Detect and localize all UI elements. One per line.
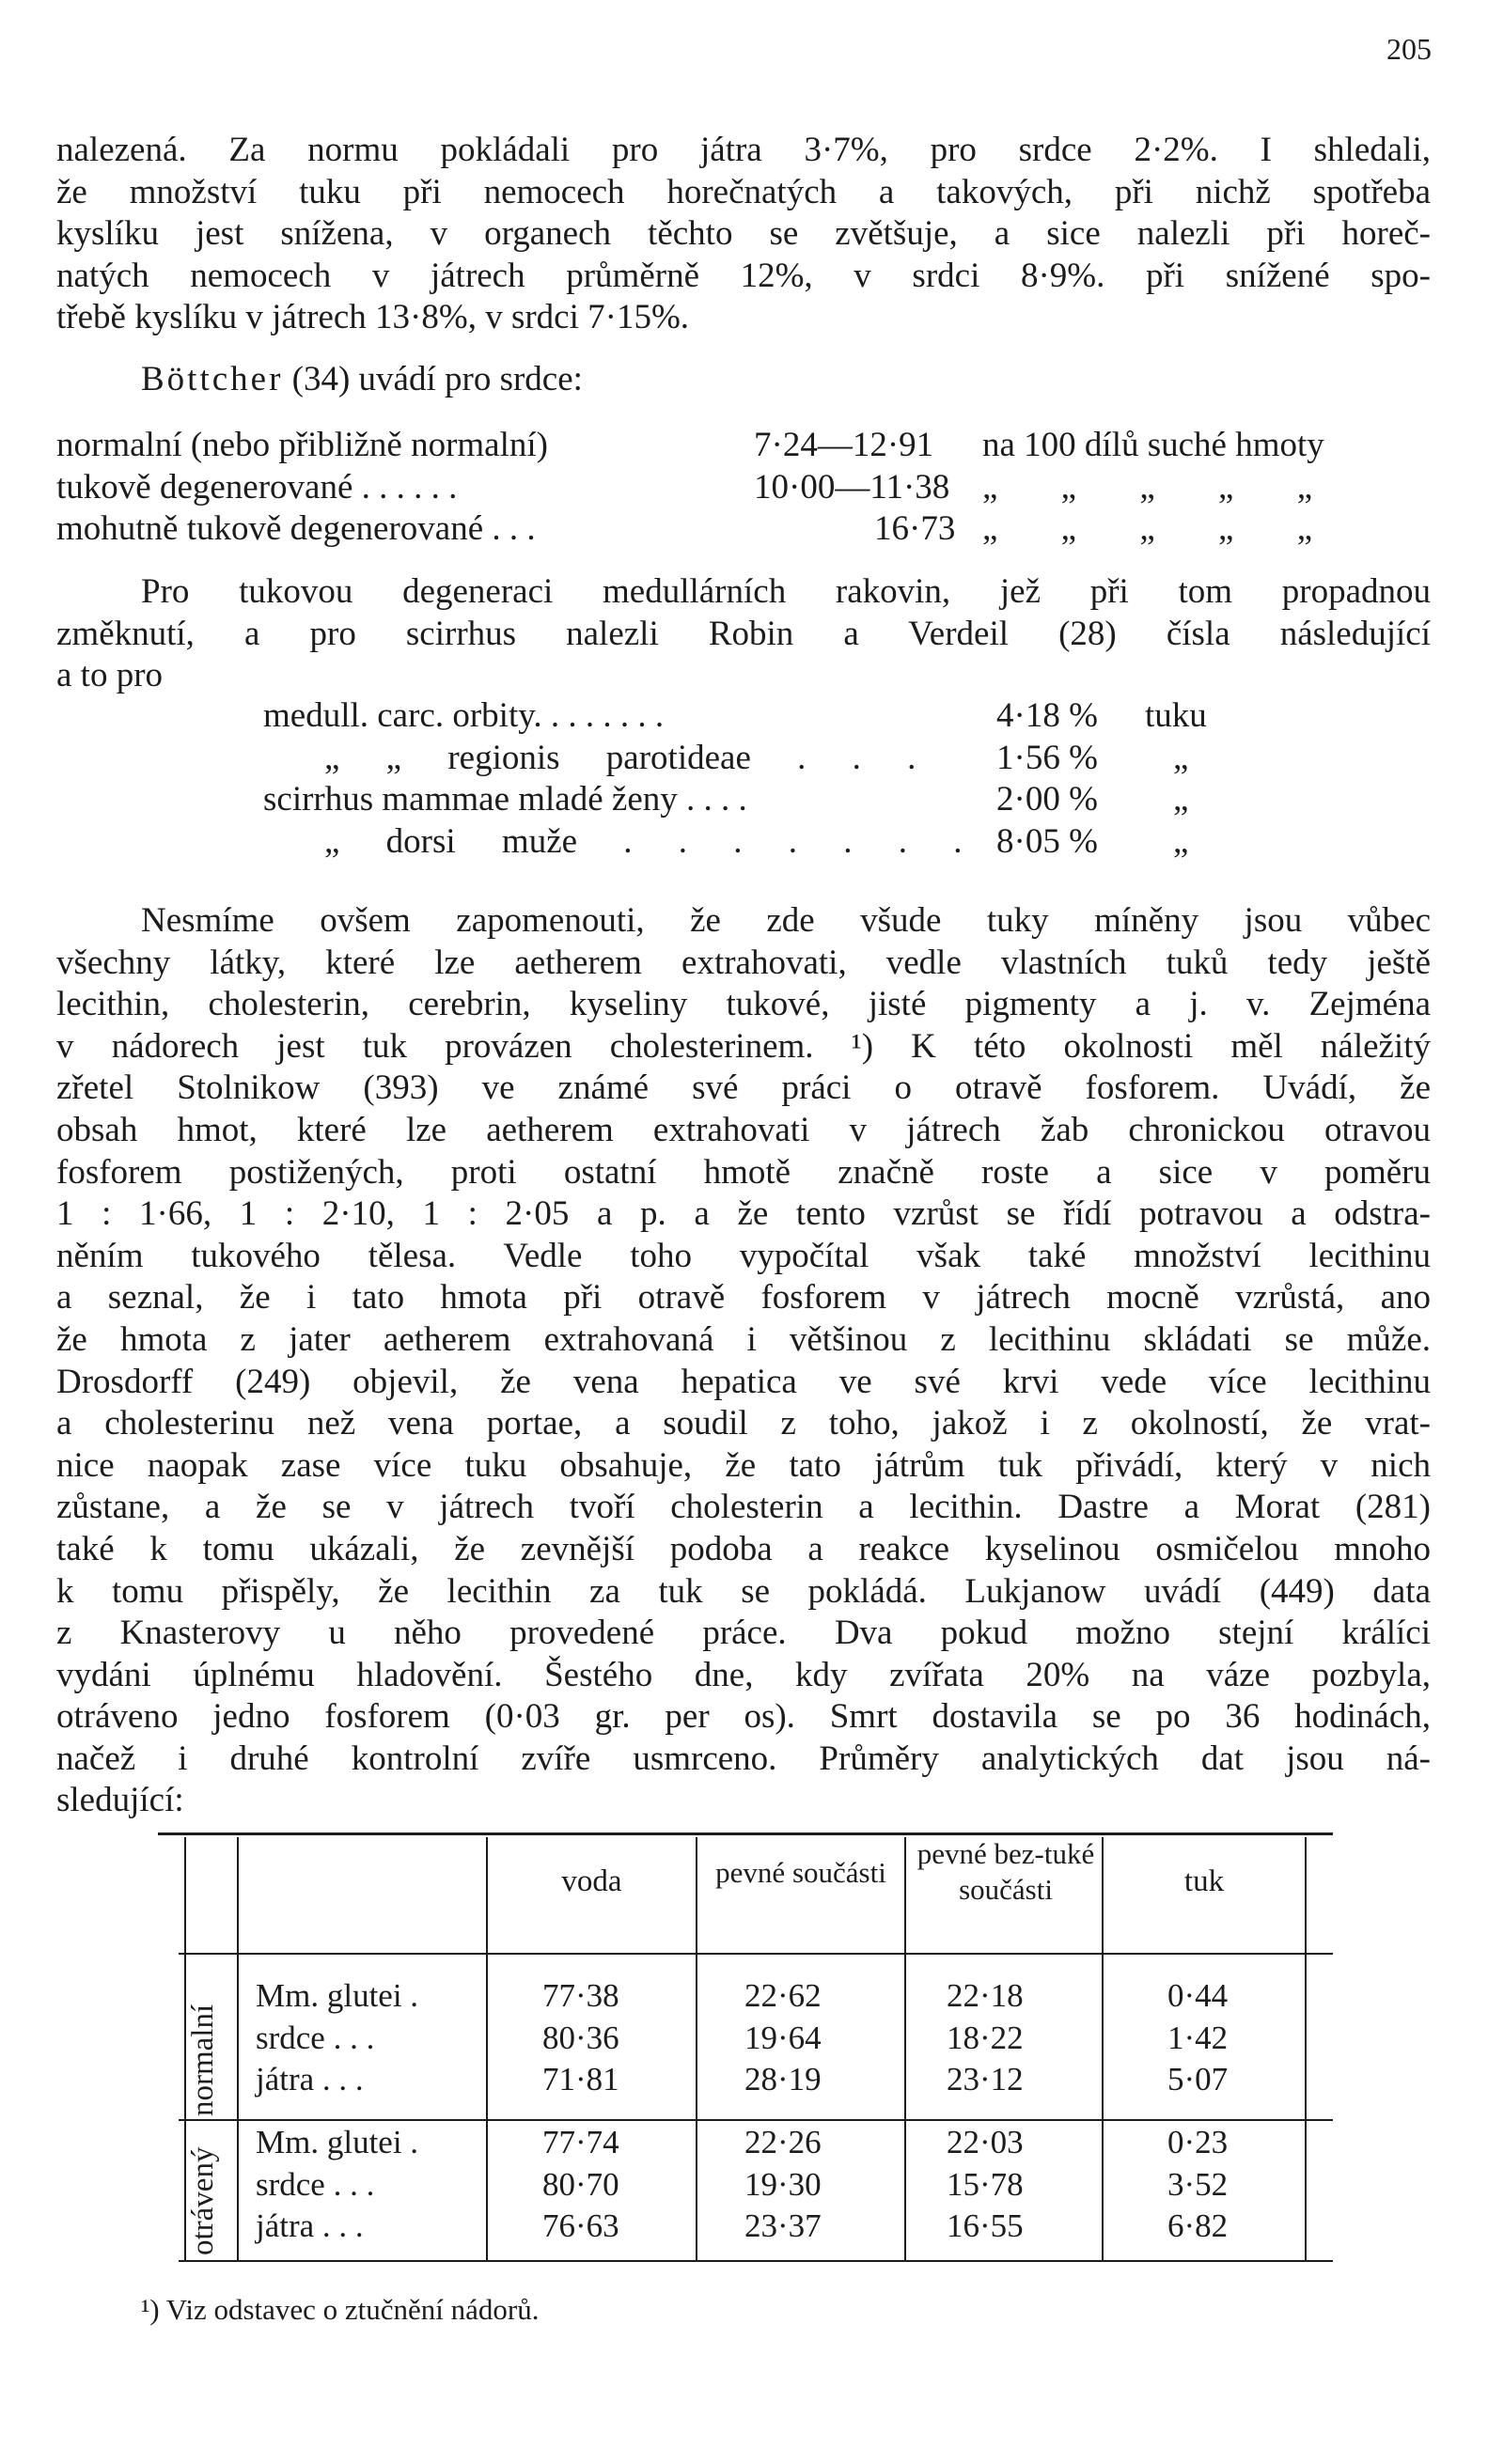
row-unit: „ „ „ „ „ <box>982 467 1313 507</box>
cell: 23·12 <box>947 2061 1024 2098</box>
text-line: z Knasterovy u něho provedené práce. Dva pokud možno stejní králíci <box>56 1614 1431 1653</box>
table-row <box>56 508 1431 551</box>
text-line: natých nemocech v játrech průměrně 12%, v srdci 8·9%. při snížené spo- <box>56 256 1431 295</box>
row-name: Mm. glutei . <box>256 1977 419 2014</box>
text-line: nalezená. Za normu pokládali pro játra 3·7%, pro srdce 2·2%. I shledali, <box>56 131 1431 169</box>
text-line: Drosdorff (249) objevil, že vena hepatica ve své krvi vede více lecithinu <box>56 1362 1431 1401</box>
row-name: játra . . . <box>256 2061 364 2098</box>
cell: 23·37 <box>744 2207 822 2245</box>
table-group-rule <box>179 2119 1333 2121</box>
text-line: obsah hmot, které lze aetherem extrahovati v játrech žab chronickou otravou <box>56 1110 1431 1149</box>
cell: 18·22 <box>947 2019 1024 2056</box>
table-row <box>263 779 1297 821</box>
row-value: 7·24—12·91 <box>754 426 934 464</box>
text-line: změknutí, a pro scirrhus nalezli Robin a Verdeil (28) čísla následující <box>56 614 1431 653</box>
table-row <box>56 425 1431 467</box>
text-line: otráveno jedno fosforem (0·03 gr. per os). Smrt dostavila se po 36 hodinách, <box>56 1697 1431 1737</box>
row-unit: „ <box>1173 738 1189 777</box>
row-name: srdce . . . <box>256 2019 375 2056</box>
text-line: a seznal, že i tato hmota při otravě fosforem v játrech mocně vzrůstá, ano <box>56 1278 1431 1318</box>
intro-text: (34) uvádí pro srdce: <box>283 360 583 398</box>
text-line: že hmota z jater aetherem extrahovaná i většinou z lecithinu skládati se může. <box>56 1319 1431 1359</box>
text-line: zůstane, a že se v játrech tvoří cholesterin a lecithin. Dastre a Morat (281) <box>56 1488 1431 1527</box>
cell: 19·64 <box>744 2019 822 2056</box>
text-line: také k tomu ukázali, že zevnější podoba a reakce kyselinou osmičelou mnoho <box>56 1529 1431 1568</box>
cell: 80·70 <box>542 2165 619 2203</box>
row-label: normalní (nebo přibližně normalní) <box>56 426 548 464</box>
text-line: třebě kyslíku v játrech 13·8%, v srdci 7·15%. <box>56 298 690 337</box>
cell: 3·52 <box>1167 2165 1229 2203</box>
cell: 5·07 <box>1167 2061 1229 2098</box>
cell: 77·38 <box>542 1977 619 2014</box>
cell: 19·30 <box>744 2165 822 2203</box>
table-row <box>263 738 1297 780</box>
cell: 22·18 <box>947 1977 1024 2014</box>
text-line: k tomu přispěly, že lecithin za tuk se pokládá. Lukjanow uvádí (449) data <box>56 1571 1431 1611</box>
table-row <box>256 2059 1305 2101</box>
row-label: „ „ regionis parotideae . . . <box>324 738 916 777</box>
cell: 15·78 <box>947 2165 1024 2203</box>
row-label: medull. carc. orbity. . . . . . . . <box>263 696 665 735</box>
table-row <box>56 467 1431 509</box>
row-value: 4·18 % <box>996 696 1098 735</box>
table-bottom-rule <box>179 2260 1333 2262</box>
table-top-rule <box>158 1832 1333 1835</box>
table-header-rule <box>179 1953 1333 1955</box>
table-row <box>256 1975 1305 2018</box>
text-line: lecithin, cholesterin, cerebrin, kyseliny tukové, jisté pigmenty a j. v. Zejména <box>56 985 1431 1024</box>
group-label-poisoned: otrávený <box>186 2146 220 2255</box>
row-name: Mm. glutei . <box>256 2124 419 2160</box>
cell: 22·03 <box>947 2124 1024 2160</box>
cell: 77·74 <box>542 2124 619 2160</box>
cell: 76·63 <box>542 2207 619 2245</box>
row-unit: „ <box>1173 821 1189 861</box>
cell: 22·62 <box>744 1977 822 2014</box>
table-row <box>256 2018 1305 2060</box>
footnote: ¹) Viz odstavec o ztučnění nádorů. <box>141 2293 540 2326</box>
text-line: zřetel Stolnikow (393) ve známé své práci o otravě fosforem. Uvádí, že <box>56 1068 1431 1108</box>
table-vrule <box>1305 1837 1307 2260</box>
text-line: že množství tuku při nemocech horečnatých a takových, při nichž spotřeba <box>56 172 1431 211</box>
row-label: tukově degenerované . . . . . . <box>56 467 458 507</box>
group-poisoned-rows <box>256 2122 1305 2248</box>
text-line: fosforem postižených, proti ostatní hmotě značně roste a sice v poměru <box>56 1152 1431 1192</box>
header-pevne-beztuke: pevné bez-tuké součásti <box>916 1837 1095 1906</box>
group-label-normal: normalní <box>186 2004 220 2116</box>
cell: 16·55 <box>947 2207 1024 2245</box>
text-line: sledující: <box>56 1781 184 1820</box>
cell: 1·42 <box>1167 2019 1229 2056</box>
table-row <box>256 2122 1305 2164</box>
row-unit: „ „ „ „ „ <box>982 509 1313 549</box>
table-row <box>263 695 1297 738</box>
paragraph-3 <box>56 900 1431 1822</box>
row-value: 16·73 <box>874 509 956 549</box>
table-row <box>256 2206 1305 2248</box>
header-voda: voda <box>561 1864 622 1898</box>
cell: 71·81 <box>542 2061 619 2098</box>
row-unit: tuku <box>1145 696 1207 735</box>
table-row <box>263 821 1297 864</box>
text-line: nice naopak zase více tuku obsahuje, že tato játrům tuk přivádí, který v nich <box>56 1445 1431 1485</box>
text-line: načež i druhé kontrolní zvíře usmrceno. Průměry analytických dat jsou ná- <box>56 1739 1431 1778</box>
heart-fat-table <box>56 425 1431 551</box>
row-value: 1·56 % <box>996 738 1098 777</box>
text-line: Pro tukovou degeneraci medullárních rakovin, jež při tom propadnou <box>141 572 1431 611</box>
page-number: 205 <box>1386 32 1432 66</box>
cell: 80·36 <box>542 2019 619 2056</box>
row-value: 2·00 % <box>996 780 1098 819</box>
row-label: mohutně tukově degenerované . . . <box>56 509 536 549</box>
cell: 28·19 <box>744 2061 822 2098</box>
row-value: 10·00—11·38 <box>754 467 950 507</box>
cell: 22·26 <box>744 2124 822 2160</box>
row-label: „ dorsi muže . . . . . . . <box>324 821 963 861</box>
text-line: kyslíku jest snížena, v organech těchto se zvětšuje, a sice nalezli při horeč- <box>56 214 1431 254</box>
text-line: vydáni úplnému hladovění. Šestého dne, kdy zvířata 20% na váze pozbyla, <box>56 1655 1431 1694</box>
cell: 0·23 <box>1167 2124 1229 2160</box>
paragraph-1 <box>56 130 1431 339</box>
text-line: 1 : 1·66, 1 : 2·10, 1 : 2·05 a p. a že tento vzrůst se řídí potravou a odstra- <box>56 1194 1431 1234</box>
table-vrule <box>237 1837 239 2260</box>
row-name: srdce . . . <box>256 2165 375 2203</box>
row-name: játra . . . <box>256 2207 364 2245</box>
row-unit: na 100 dílů suché hmoty <box>982 426 1324 464</box>
text-line: něním tukového tělesa. Vedle toho vypočítal však také množství lecithinu <box>56 1236 1431 1275</box>
text-line: a cholesterinu než vena portae, a soudil z toho, jakož i z okolností, že vrat- <box>56 1404 1431 1443</box>
text-line: Nesmíme ovšem zapomenouti, že zde všude tuky míněny jsou vůbec <box>141 901 1431 940</box>
row-unit: „ <box>1173 780 1189 819</box>
group-normal-rows <box>256 1975 1305 2101</box>
text-line: a to pro <box>56 656 164 695</box>
row-value: 8·05 % <box>996 821 1098 861</box>
row-label: scirrhus mammae mladé ženy . . . . <box>263 780 747 819</box>
bottcher-intro <box>56 359 1431 401</box>
cell: 6·82 <box>1167 2207 1229 2245</box>
author-name: Böttcher <box>141 360 284 398</box>
text-line: všechny látky, které lze aetherem extrahovati, vedle vlastních tuků tedy ještě <box>56 943 1431 982</box>
text-line: v nádorech jest tuk provázen cholesterinem. ¹) K této okolnosti měl náležitý <box>56 1026 1431 1066</box>
header-tuk: tuk <box>1183 1864 1225 1898</box>
tumor-fat-table <box>263 695 1297 863</box>
cell: 0·44 <box>1167 1977 1229 2014</box>
paragraph-2 <box>56 571 1431 697</box>
table-row <box>256 2164 1305 2207</box>
header-pevne: pevné součásti <box>715 1856 886 1889</box>
